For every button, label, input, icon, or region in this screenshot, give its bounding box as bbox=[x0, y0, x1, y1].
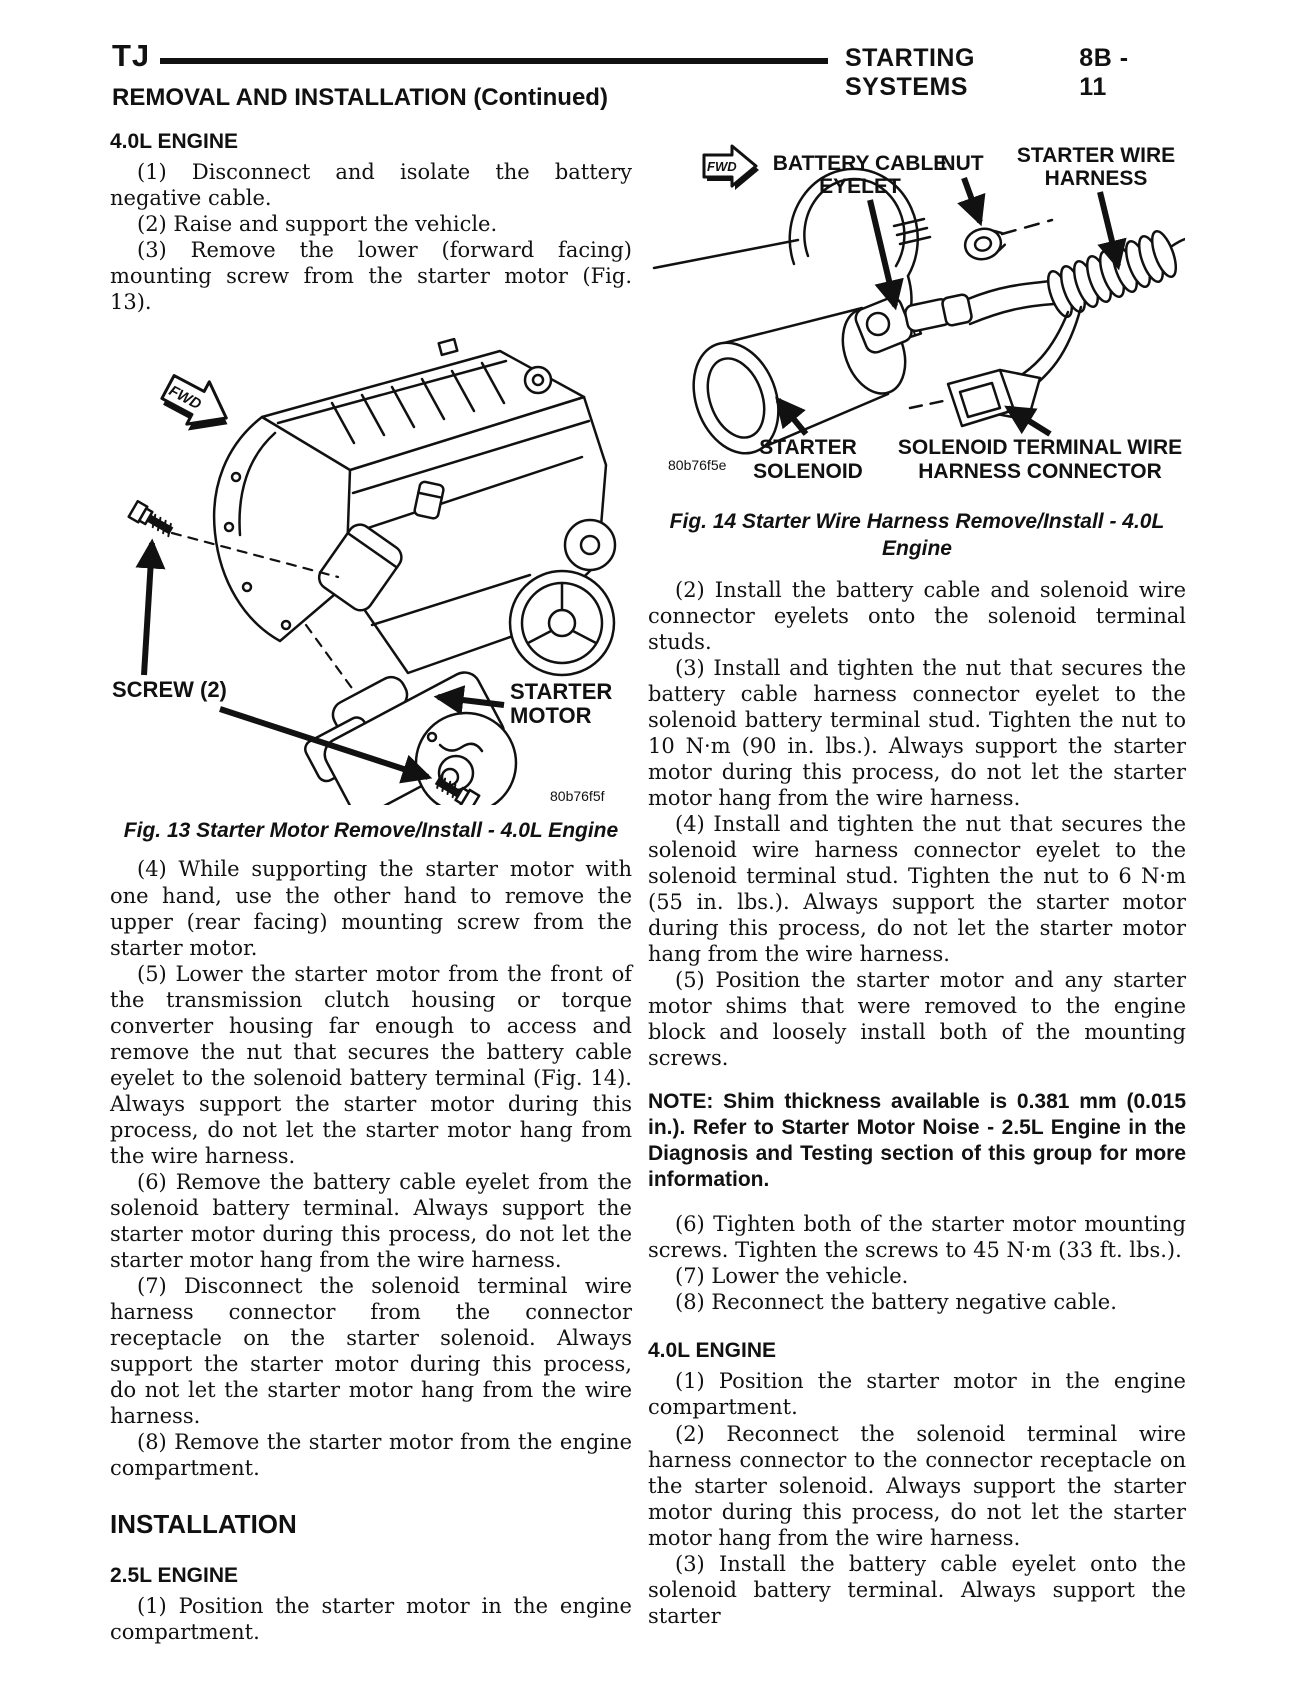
fig13-caption: Fig. 13 Starter Motor Remove/Install - 4.0L Engine bbox=[123, 819, 619, 843]
right-column bbox=[648, 130, 1186, 1629]
installation-step: (1) Position the starter motor in the engine compartment. bbox=[110, 1594, 632, 1645]
fig14-label-battery-cable-eyelet: BATTERY CABLE bbox=[772, 152, 948, 175]
removal-step: (4) While supporting the starter motor with one hand, use the other hand to remove the upper (rear facing) mounting screw from the starter motor. bbox=[110, 857, 632, 960]
fig14-label-starter-solenoid: STARTER bbox=[759, 436, 857, 459]
removal-step: (7) Disconnect the solenoid terminal wire harness connector from the connector receptacle on the starter solenoid. Always support the starter motor during this process, do not let the starter motor hang from the wire harness. bbox=[110, 1273, 632, 1429]
header-right bbox=[845, 44, 1155, 102]
starter-wire-harness-drawing bbox=[1010, 228, 1185, 394]
fig14-label-solenoid-connector: SOLENOID TERMINAL WIRE bbox=[897, 436, 1183, 459]
installation-step: (6) Tighten both of the starter motor mounting screws. Tighten the screws to 45 N·m (33 ft. lbs.). bbox=[648, 1212, 1186, 1263]
fwd-arrow-icon bbox=[154, 366, 241, 446]
removal-step: (3) Remove the lower (forward facing) mounting screw from the starter motor (Fig. 13). bbox=[110, 238, 632, 315]
removal-step: (8) Remove the starter motor from the engine compartment. bbox=[110, 1430, 632, 1481]
removal-step: (6) Remove the battery cable eyelet from the solenoid battery terminal. Always support the starter motor during this process, do not let the starter motor hang from the wire harness. bbox=[110, 1169, 632, 1272]
fwd-arrow-icon bbox=[704, 146, 759, 190]
fig14-art-code: 80b76f5e bbox=[668, 457, 727, 473]
body-panel-drawing bbox=[654, 240, 798, 268]
fig14-label-battery-cable-eyelet: EYELET bbox=[819, 175, 901, 198]
heading-installation: INSTALLATION bbox=[110, 1509, 297, 1540]
heading-4-0l-engine-removal: 4.0L ENGINE bbox=[110, 130, 238, 153]
installation-step: (4) Install and tighten the nut that secures the solenoid wire harness connector eyelet to the solenoid terminal stud. Tighten the nut to 6 N·m (55 in. lbs.). Always support the starter motor during this process, do not let the starter motor hang from the wire harness. bbox=[648, 811, 1186, 967]
svg-text:FWD: FWD bbox=[165, 382, 205, 414]
fig14-wire-harness-diagram bbox=[648, 136, 1185, 488]
header-rule bbox=[160, 58, 828, 64]
svg-text:FWD: FWD bbox=[707, 159, 737, 174]
heading-2-5l-engine: 2.5L ENGINE bbox=[110, 1564, 238, 1588]
mounting-screw-upper-drawing bbox=[129, 501, 176, 539]
fig13-label-starter-motor: STARTER bbox=[510, 679, 613, 705]
installation-step: (1) Position the starter motor in the engine compartment. bbox=[648, 1369, 1186, 1420]
fig14-label-solenoid-connector: HARNESS CONNECTOR bbox=[918, 460, 1162, 483]
figure-13 bbox=[110, 325, 632, 809]
fig14-label-starter-wire-harness: HARNESS bbox=[1044, 167, 1148, 190]
battery-cable-eyelet-drawing bbox=[853, 281, 1054, 355]
heading-4-0l-engine-installation: 4.0L ENGINE bbox=[648, 1339, 776, 1363]
removal-step: (1) Disconnect and isolate the battery negative cable. bbox=[110, 160, 632, 211]
removal-step: (5) Lower the starter motor from the front of the transmission clutch housing or torque converter housing far enough to access and remove the nut that secures the battery cable eyelet to the solenoid battery terminal (Fig. 14). Always support the starter motor during this process, do not let the starter motor hang from the wire harness. bbox=[110, 961, 632, 1168]
installation-step: (3) Install and tighten the nut that secures the battery cable harness connector eyelet to the solenoid battery terminal stud. Tighten the nut to 10 N·m (90 in. lbs.). Always support the starter motor during this process, do not let the starter motor hang from the wire harness. bbox=[648, 655, 1186, 810]
header-page-number: 8B - 11 bbox=[1079, 44, 1129, 101]
vehicle-model-code: TJ bbox=[112, 38, 151, 73]
installation-step: (2) Install the battery cable and solenoid wire connector eyelets onto the solenoid terminal studs. bbox=[648, 577, 1186, 654]
page-title: REMOVAL AND INSTALLATION (Continued) bbox=[112, 84, 608, 111]
nut-drawing bbox=[962, 224, 1007, 263]
installation-step: (8) Reconnect the battery negative cable. bbox=[675, 1290, 1117, 1315]
fig13-art-code: 80b76f5f bbox=[550, 788, 605, 805]
fig14-label-nut: NUT bbox=[940, 152, 984, 175]
fig14-caption: Fig. 14 Starter Wire Harness Remove/Install - 4.0L Engine bbox=[669, 510, 1165, 561]
installation-step: (3) Install the battery cable eyelet onto the solenoid battery terminal. Always support the starter bbox=[648, 1551, 1186, 1628]
fig13-label-starter-motor: MOTOR bbox=[510, 703, 592, 729]
installation-step: (2) Reconnect the solenoid terminal wire harness connector to the connector receptacle on the starter solenoid. Always support the starter motor during this process, do not let the starter motor hang from the wire harness. bbox=[648, 1421, 1186, 1550]
fig13-starter-motor-diagram bbox=[110, 325, 630, 805]
removal-step: (2) Raise and support the vehicle. bbox=[137, 212, 498, 237]
installation-step: (5) Position the starter motor and any starter motor shims that were removed to the engine block and loosely install both of the mounting screws. bbox=[648, 968, 1186, 1071]
left-column bbox=[110, 130, 632, 1645]
installation-step: (7) Lower the vehicle. bbox=[675, 1264, 909, 1289]
fig13-label-screw: SCREW (2) bbox=[112, 677, 227, 703]
header-section-title: STARTING SYSTEMS bbox=[845, 44, 975, 101]
fig14-label-starter-wire-harness: STARTER WIRE bbox=[1016, 144, 1176, 167]
sensor-drawing bbox=[414, 481, 445, 519]
note-shim-thickness: NOTE: Shim thickness available is 0.381 mm (0.015 in.). Refer to Starter Motor Noise - 2.5L Engine in the Diagnosis and Testing section of this group for more information. bbox=[648, 1090, 1186, 1192]
fig14-label-starter-solenoid: SOLENOID bbox=[753, 460, 863, 483]
figure-14 bbox=[648, 136, 1186, 492]
